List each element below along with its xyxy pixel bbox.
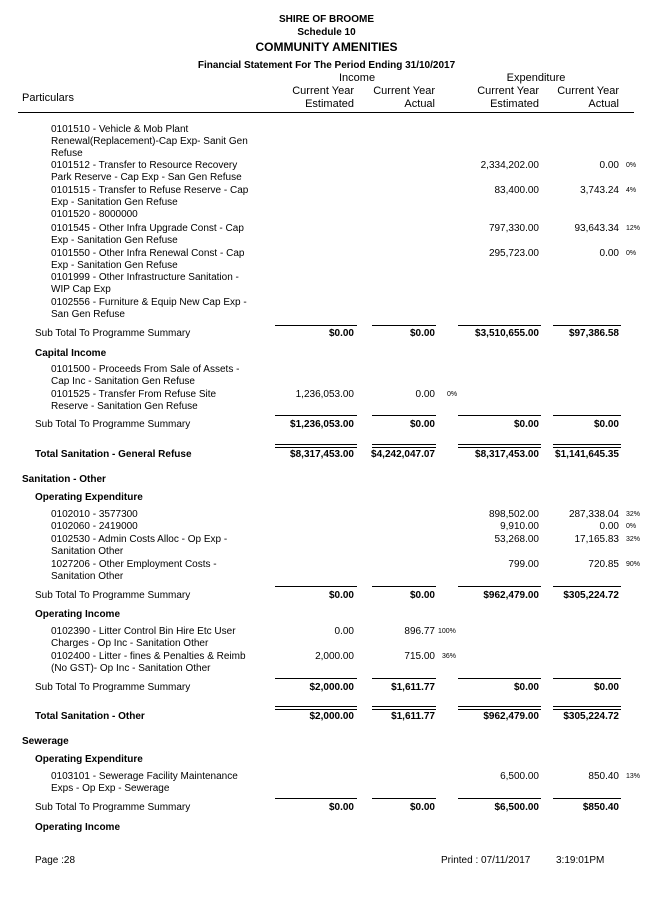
subtotal-rule	[372, 415, 436, 416]
exp-estimated-value: 53,268.00	[494, 534, 539, 545]
income-percent: 36%	[442, 653, 457, 660]
section-title: COMMUNITY AMENITIES	[255, 40, 398, 54]
exp-percent: 0%	[626, 162, 637, 169]
exp-actual-header-line2: Actual	[588, 98, 619, 110]
total-rule	[372, 706, 436, 710]
subtotal-rule	[458, 678, 541, 679]
exp-estimated-header-line2: Estimated	[490, 98, 539, 110]
section-heading: Sanitation - Other	[22, 474, 106, 485]
exp-estimated-value: 295,723.00	[488, 248, 539, 259]
header-rule	[18, 112, 634, 113]
section-heading: Operating Expenditure	[35, 492, 143, 503]
section-heading: Operating Income	[35, 609, 121, 620]
subtotal-rule	[553, 586, 621, 587]
exp-percent: 0%	[626, 250, 637, 257]
subtotal-rule	[275, 678, 357, 679]
exp-actual-value: 93,643.34	[574, 223, 619, 234]
income-estimated-value: 2,000.00	[315, 651, 354, 662]
income-estimated-header-line1: Current Year	[292, 85, 354, 97]
income-percent: 100%	[438, 628, 456, 635]
statement-title: Financial Statement For The Period Ending 31/10/2017	[197, 60, 456, 71]
subtotal-rule	[372, 678, 436, 679]
section-heading: Operating Expenditure	[35, 754, 143, 765]
section-heading: Operating Income	[35, 822, 121, 833]
subtotal-rule	[275, 325, 357, 326]
page-number: Page :28	[35, 855, 76, 866]
exp-estimated-header-line1: Current Year	[477, 85, 539, 97]
printed-date: Printed : 07/11/2017	[441, 855, 531, 866]
exp-actual-value: 0.00	[599, 521, 619, 532]
exp-estimated-value: 898,502.00	[488, 509, 539, 520]
exp-estimated-value: 83,400.00	[494, 185, 539, 196]
subtotal-rule	[458, 325, 541, 326]
exp-actual-value: 0.00	[599, 248, 619, 259]
subtotal-rule	[275, 415, 357, 416]
subtotal-rule	[372, 325, 436, 326]
exp-percent: 12%	[626, 225, 641, 232]
exp-estimated-value: 6,500.00	[500, 771, 539, 782]
org-name: SHIRE OF BROOME	[278, 14, 374, 25]
total-rule	[275, 706, 357, 710]
income-actual-value: 0.00	[415, 389, 435, 400]
expenditure-header: Expenditure	[506, 72, 566, 84]
exp-actual-value: 0.00	[599, 160, 619, 171]
subtotal-rule	[275, 798, 357, 799]
subtotal-rule	[553, 678, 621, 679]
subtotal-rule	[372, 798, 436, 799]
subtotal-rule	[275, 586, 357, 587]
subtotal-rule	[372, 586, 436, 587]
income-estimated-value: 1,236,053.00	[295, 389, 354, 400]
total-rule	[372, 444, 436, 448]
exp-percent: 32%	[626, 536, 641, 543]
exp-actual-value: 720.85	[588, 559, 619, 570]
exp-percent: 13%	[626, 773, 641, 780]
exp-estimated-value: 799.00	[508, 559, 539, 570]
income-actual-value: 896.77	[404, 626, 435, 637]
total-rule	[458, 444, 541, 448]
exp-actual-value: 287,338.04	[568, 509, 619, 520]
section-heading: Sewerage	[22, 736, 69, 747]
income-percent: 0%	[447, 391, 458, 398]
subtotal-rule	[553, 415, 621, 416]
exp-estimated-value: 797,330.00	[488, 223, 539, 234]
subtotal-rule	[553, 325, 621, 326]
section-heading: Capital Income	[35, 348, 107, 359]
income-header: Income	[339, 72, 376, 84]
schedule-number: Schedule 10	[297, 27, 356, 38]
exp-percent: 4%	[626, 187, 637, 194]
exp-actual-value: 17,165.83	[574, 534, 619, 545]
total-rule	[553, 706, 621, 710]
printed-time: 3:19:01PM	[556, 855, 605, 866]
exp-actual-value: 850.40	[588, 771, 619, 782]
income-actual-header-line2: Actual	[404, 98, 435, 110]
subtotal-rule	[458, 586, 541, 587]
exp-actual-value: 3,743.24	[580, 185, 619, 196]
income-actual-header-line1: Current Year	[373, 85, 435, 97]
exp-percent: 90%	[626, 561, 641, 568]
particulars-header: Particulars	[22, 92, 74, 104]
total-rule	[553, 444, 621, 448]
exp-estimated-value: 9,910.00	[500, 521, 539, 532]
total-rule	[458, 706, 541, 710]
subtotal-rule	[458, 798, 541, 799]
exp-estimated-value: 2,334,202.00	[480, 160, 539, 171]
exp-percent: 32%	[626, 511, 641, 518]
income-estimated-header-line2: Estimated	[305, 98, 354, 110]
subtotal-rule	[458, 415, 541, 416]
exp-percent: 0%	[626, 523, 637, 530]
income-estimated-value: 0.00	[334, 626, 354, 637]
exp-actual-header-line1: Current Year	[557, 85, 619, 97]
subtotal-rule	[553, 798, 621, 799]
income-actual-value: 715.00	[404, 651, 435, 662]
total-rule	[275, 444, 357, 448]
